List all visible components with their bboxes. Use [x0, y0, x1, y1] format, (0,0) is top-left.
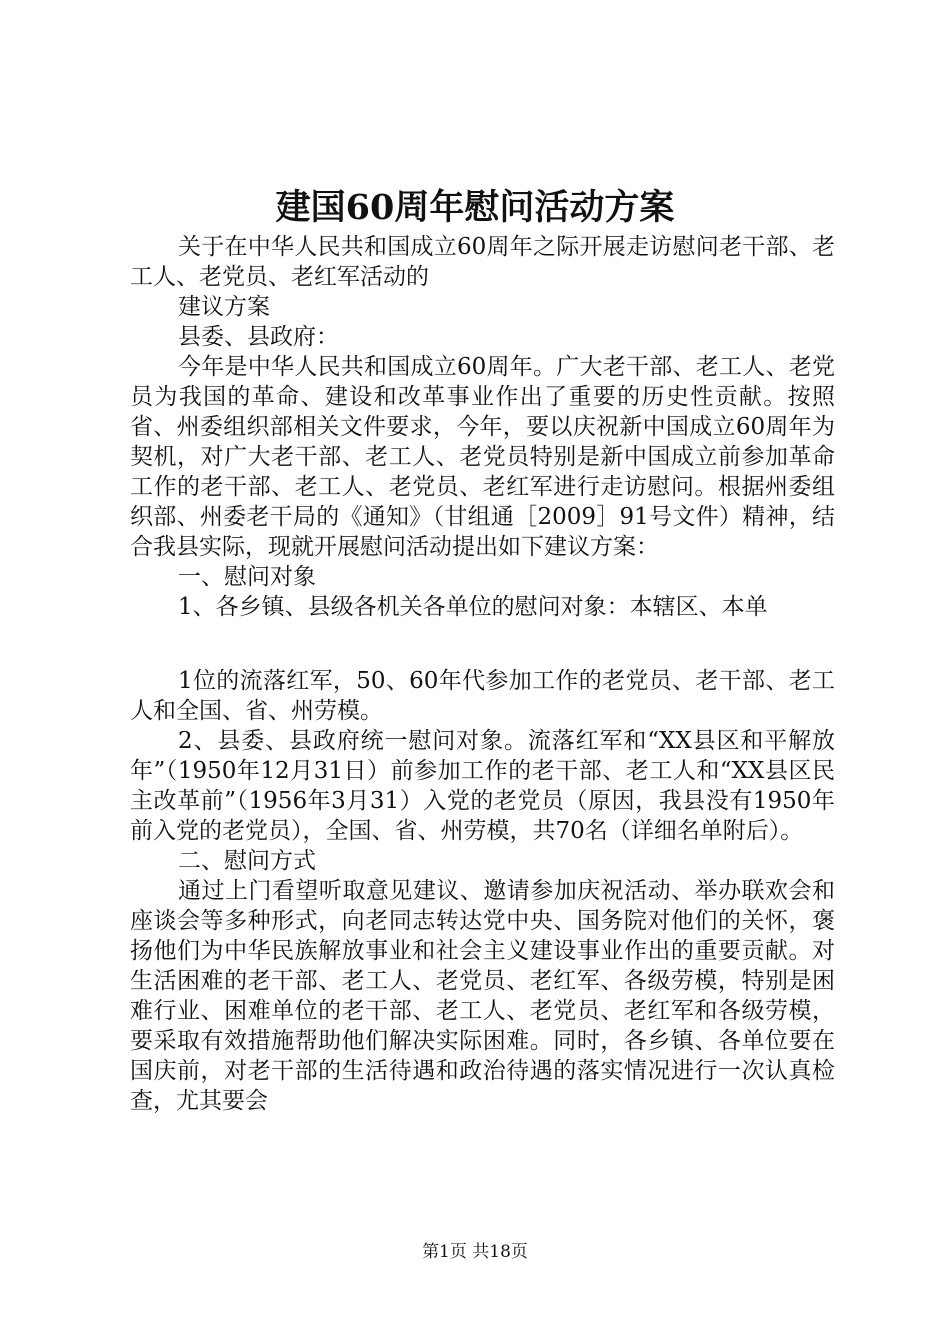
- document-body: [130, 232, 835, 1116]
- section-heading-targets: 一、慰问对象: [178, 564, 316, 590]
- proposal-label-paragraph: 建议方案: [178, 294, 270, 320]
- targets-item-2: 2、县委、县政府统一慰问对象。流落红军和“XX县区和平解放年”（1950年12月31日）前参加工作的老干部、老工人和“XX县区民主改革前”（1956年3月31）入党的老党员（原因，我县没有1950年前入党的老党员），全国、省、州劳模，共70名（详细名单附后）。: [130, 728, 835, 844]
- targets-item-1-continued: 1位的流落红军，50、60年代参加工作的老党员、老干部、老工人和全国、省、州劳模。: [130, 668, 835, 724]
- page-break-gap: [130, 622, 835, 666]
- page-number-footer: 第1页 共18页: [422, 1242, 528, 1262]
- targets-item-1-start: 1、各乡镇、县级各机关各单位的慰问对象：本辖区、本单: [178, 594, 768, 620]
- addressee-paragraph: 县委、县政府：: [178, 324, 339, 350]
- document-title: 建国60周年慰问活动方案: [275, 187, 675, 228]
- methods-paragraph: 通过上门看望听取意见建议、邀请参加庆祝活动、举办联欢会和座谈会等多种形式，向老同志转达党中央、国务院对他们的关怀，褒扬他们为中华民族解放事业和社会主义建设事业作出的重要贡献。对生活困难的老干部、老工人、老党员、老红军、各级劳模，特别是困难行业、困难单位的老干部、老工人、老党员、老红军和各级劳模，要采取有效措施帮助他们解决实际困难。同时，各乡镇、各单位要在国庆前，对老干部的生活待遇和政治待遇的落实情况进行一次认真检查，尤其要会: [130, 878, 835, 1114]
- section-heading-methods: 二、慰问方式: [178, 848, 316, 874]
- background-paragraph: 今年是中华人民共和国成立60周年。广大老干部、老工人、老党员为我国的革命、建设和改革事业作出了重要的历史性贡献。按照省、州委组织部相关文件要求，今年，要以庆祝新中国成立60周年为契机，对广大老干部、老工人、老党员特别是新中国成立前参加革命工作的老干部、老工人、老党员、老红军进行走访慰问。根据州委组织部、州委老干局的《通知》（甘组通［2009］91号文件）精神，结合我县实际，现就开展慰问活动提出如下建议方案：: [130, 354, 835, 560]
- intro-heading-paragraph: 关于在中华人民共和国成立60周年之际开展走访慰问老干部、老工人、老党员、老红军活动的: [130, 234, 835, 290]
